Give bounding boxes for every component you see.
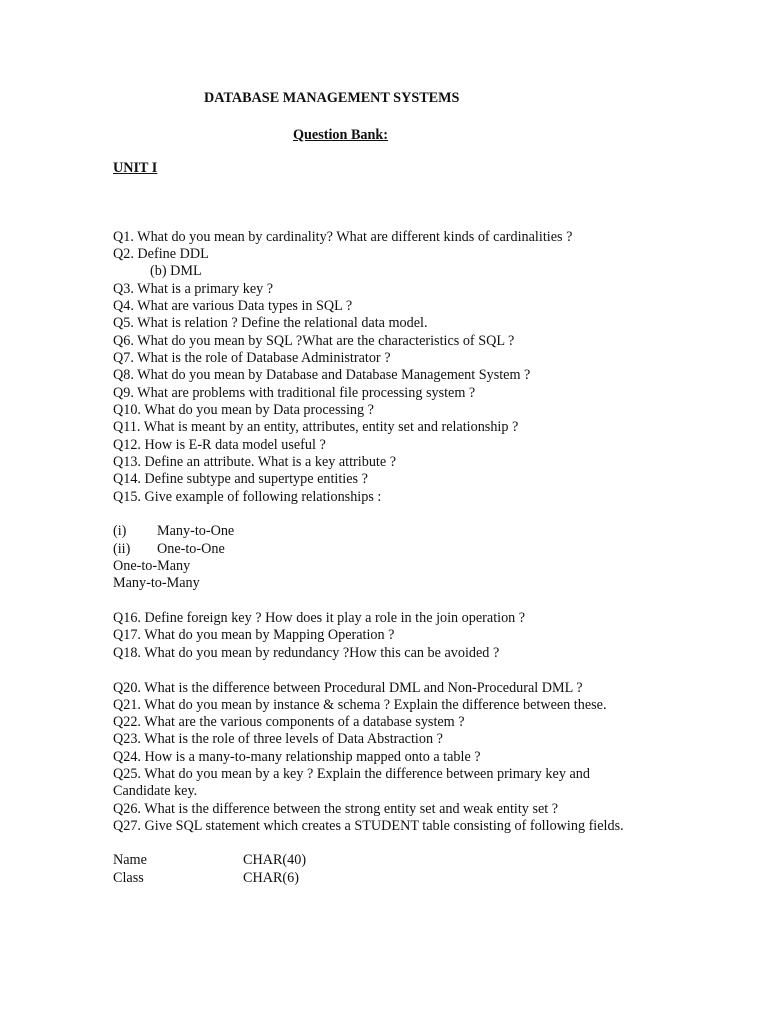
relationship-i-text: Many-to-One — [157, 523, 235, 539]
relationship-ii-text: One-to-One — [157, 541, 225, 557]
question-q6: Q6. What do you mean by SQL ?What are the characteristics of SQL ? — [113, 333, 515, 349]
question-q25: Q25. What do you mean by a key ? Explain the difference between primary key and — [113, 766, 590, 782]
question-q15: Q15. Give example of following relationships : — [113, 489, 382, 505]
question-q10: Q10. What do you mean by Data processing ? — [113, 402, 374, 418]
field-class-label: Class — [113, 870, 144, 886]
relationship-iv: Many-to-Many — [113, 575, 200, 591]
relationship-iii: One-to-Many — [113, 558, 191, 574]
question-q24: Q24. How is a many-to-many relationship mapped onto a table ? — [113, 749, 481, 765]
document-subtitle: Question Bank: — [293, 127, 389, 143]
field-name-label: Name — [113, 852, 147, 868]
question-q17: Q17. What do you mean by Mapping Operation ? — [113, 627, 395, 643]
question-q25-cont: Candidate key. — [113, 783, 198, 799]
document-title: DATABASE MANAGEMENT SYSTEMS — [204, 90, 460, 106]
question-q12: Q12. How is E-R data model useful ? — [113, 437, 326, 453]
question-q11: Q11. What is meant by an entity, attributes, entity set and relationship ? — [113, 419, 519, 435]
question-q21: Q21. What do you mean by instance & schema ? Explain the difference between these. — [113, 697, 607, 713]
question-q23: Q23. What is the role of three levels of Data Abstraction ? — [113, 731, 443, 747]
relationship-i-marker: (i) — [113, 523, 127, 539]
question-q2: Q2. Define DDL — [113, 246, 209, 262]
question-q18: Q18. What do you mean by redundancy ?How this can be avoided ? — [113, 645, 500, 661]
question-q3: Q3. What is a primary key ? — [113, 281, 274, 297]
question-q9: Q9. What are problems with traditional file processing system ? — [113, 385, 476, 401]
question-q2b: (b) DML — [150, 263, 202, 279]
question-q20: Q20. What is the difference between Procedural DML and Non-Procedural DML ? — [113, 680, 583, 696]
field-class-type: CHAR(6) — [243, 870, 299, 886]
question-q13: Q13. Define an attribute. What is a key attribute ? — [113, 454, 396, 470]
question-q26: Q26. What is the difference between the strong entity set and weak entity set ? — [113, 801, 559, 817]
question-q4: Q4. What are various Data types in SQL ? — [113, 298, 353, 314]
question-q16: Q16. Define foreign key ? How does it play a role in the join operation ? — [113, 610, 526, 626]
question-q14: Q14. Define subtype and supertype entities ? — [113, 471, 368, 487]
question-q5: Q5. What is relation ? Define the relational data model. — [113, 315, 428, 331]
question-q22: Q22. What are the various components of a database system ? — [113, 714, 465, 730]
question-q27: Q27. Give SQL statement which creates a STUDENT table consisting of following fields. — [113, 818, 624, 834]
question-q7: Q7. What is the role of Database Administrator ? — [113, 350, 391, 366]
relationship-ii-marker: (ii) — [113, 541, 131, 557]
field-name-type: CHAR(40) — [243, 852, 307, 868]
unit-heading: UNIT I — [113, 160, 158, 176]
question-q1: Q1. What do you mean by cardinality? What are different kinds of cardinalities ? — [113, 229, 573, 245]
question-q8: Q8. What do you mean by Database and Database Management System ? — [113, 367, 531, 383]
